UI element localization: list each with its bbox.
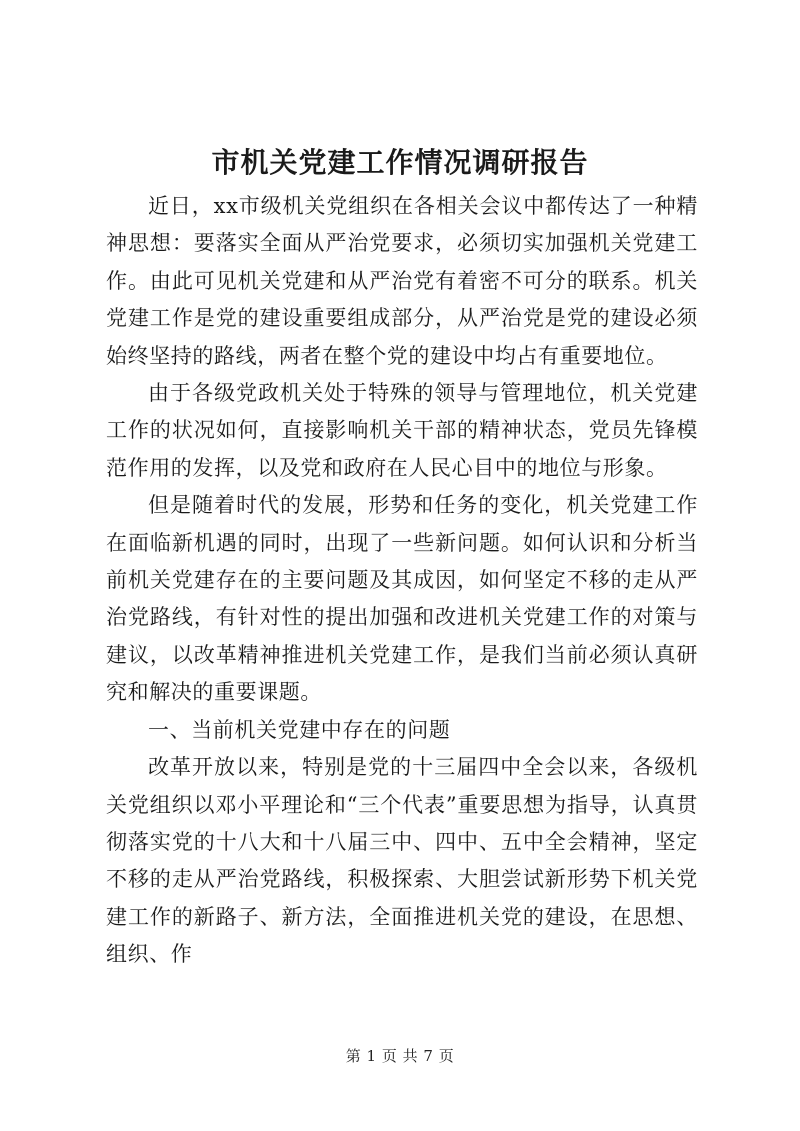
paragraph-challenges: 但是随着时代的发展，形势和任务的变化，机关党建工作在面临新机遇的同时，出现了一些新问题。如何认识和分析当前机关党建存在的主要问题及其成因，如何坚定不移的走从严治党路线，有针对性的提出加强和改进机关党建工作的对策与建议，以改革精神推进机关党建工作，是我们当前必须认真研究和解决的重要课题。 bbox=[106, 493, 698, 705]
document-title: 市机关党建工作情况调研报告 bbox=[211, 146, 589, 179]
document-body bbox=[106, 188, 698, 974]
paragraph-status: 由于各级党政机关处于特殊的领导与管理地位，机关党建工作的状况如何，直接影响机关干部的精神状态，党员先锋模范作用的发挥，以及党和政府在人民心目中的地位与形象。 bbox=[106, 381, 698, 480]
section-heading-problems: 一、当前机关党建中存在的问题 bbox=[148, 717, 451, 742]
paragraph-reform: 改革开放以来，特别是党的十三届四中全会以来，各级机关党组织以邓小平理论和“三个代表”重要思想为指导，认真贯彻落实党的十八大和十八届三中、四中、五中全会精神，坚定不移的走从严治党路线，积极探索、大胆尝试新形势下机关党建工作的新路子、新方法，全面推进机关党的建设，在思想、组织、作 bbox=[106, 755, 698, 967]
page-number-footer: 第 1 页 共 7 页 bbox=[345, 1047, 455, 1065]
paragraph-intro: 近日，xx市级机关党组织在各相关会议中都传达了一种精神思想：要落实全面从严治党要求，必须切实加强机关党建工作。由此可见机关党建和从严治党有着密不可分的联系。机关党建工作是党的建设重要组成部分，从严治党是党的建设必须始终坚持的路线，两者在整个党的建设中均占有重要地位。 bbox=[106, 194, 698, 368]
